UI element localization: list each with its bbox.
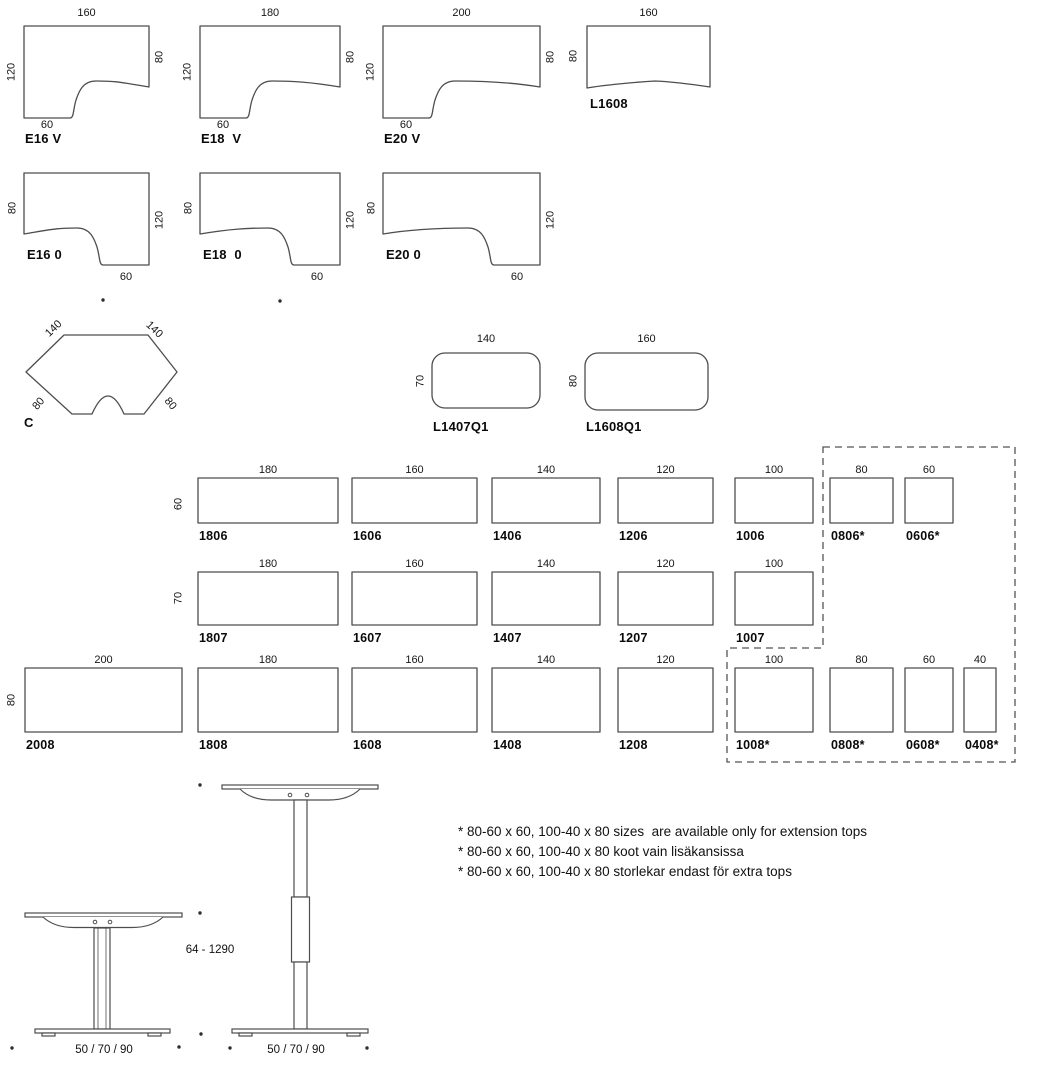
dim-label: 180 xyxy=(258,464,278,476)
row-depth-label: 70 xyxy=(172,591,185,605)
product-code-label: 1807 xyxy=(199,631,228,645)
dim-label: 140 xyxy=(476,333,496,345)
dim-label: 80 xyxy=(182,201,195,215)
dim-label: 80 xyxy=(855,654,868,666)
dim-label: 200 xyxy=(94,654,113,666)
note-line-en: * 80-60 x 60, 100-40 x 80 sizes are available only for extension tops xyxy=(458,824,867,839)
dim-label: 60 xyxy=(216,119,230,131)
dim-label: 80 xyxy=(30,395,48,413)
dim-label: 80 xyxy=(365,201,378,215)
dim-label: 70 xyxy=(414,374,427,388)
dim-label: 40 xyxy=(973,654,987,666)
product-code-label: 0806* xyxy=(831,529,865,543)
product-code-label: 1406 xyxy=(493,529,522,543)
dim-label: 120 xyxy=(5,62,18,82)
dim-label: 60 xyxy=(510,271,524,283)
dim-label: 120 xyxy=(364,62,377,82)
product-code-label: 1006 xyxy=(736,529,765,543)
dim-label: 140 xyxy=(43,318,65,340)
dim-label: 140 xyxy=(536,558,556,570)
product-code-label: L1407Q1 xyxy=(433,419,489,434)
product-code-label: 1008* xyxy=(736,738,770,752)
dim-label: 80 xyxy=(153,50,166,64)
product-code-label: 1607 xyxy=(353,631,382,645)
height-range-label: 64 - 1290 xyxy=(185,944,235,956)
product-code-label: 1208 xyxy=(619,738,648,752)
dim-label: 180 xyxy=(258,558,278,570)
note-line-fi: * 80-60 x 60, 100-40 x 80 koot vain lisäkansissa xyxy=(458,844,744,859)
product-code-label: E20 V xyxy=(384,131,421,146)
dim-label: 160 xyxy=(405,654,424,666)
dim-label: 160 xyxy=(405,558,424,570)
product-code-label: C xyxy=(24,415,34,430)
product-code-label: 1606 xyxy=(353,529,382,543)
dim-label: 180 xyxy=(260,7,280,19)
product-code-label: 1806 xyxy=(199,529,228,543)
base-size-label-low: 50 / 70 / 90 xyxy=(75,1044,133,1056)
product-code-label: 1408 xyxy=(493,738,522,752)
dim-label: 100 xyxy=(764,558,784,570)
dim-label: 120 xyxy=(656,654,675,666)
dim-label: 60 xyxy=(119,271,133,283)
product-code-label: E16 0 xyxy=(27,247,62,262)
product-code-label: E18 V xyxy=(201,131,242,146)
dim-label: 120 xyxy=(153,210,166,230)
product-code-label: 0608* xyxy=(906,738,940,752)
dim-label: 140 xyxy=(536,654,556,666)
product-code-label: 2008 xyxy=(26,738,55,752)
dim-label: 160 xyxy=(639,7,658,19)
product-code-label: E16 V xyxy=(25,131,62,146)
dim-label: 60 xyxy=(40,119,54,131)
dim-label: 120 xyxy=(544,210,557,230)
product-code-label: L1608 xyxy=(590,96,628,111)
dim-label: 60 xyxy=(399,119,413,131)
dim-label: 180 xyxy=(258,654,278,666)
product-code-label: 0408* xyxy=(965,738,999,752)
product-code-label: L1608Q1 xyxy=(586,419,642,434)
product-code-label: 1206 xyxy=(619,529,648,543)
dim-label: 60 xyxy=(310,271,324,283)
dim-label: 80 xyxy=(567,374,580,388)
dim-label: 80 xyxy=(567,49,580,63)
product-code-label: 0808* xyxy=(831,738,865,752)
dim-label: 80 xyxy=(344,50,357,64)
dim-label: 140 xyxy=(143,319,165,341)
product-code-label: 1608 xyxy=(353,738,382,752)
row-depth-label: 60 xyxy=(172,497,185,511)
dim-label: 80 xyxy=(6,201,19,215)
dim-label: 160 xyxy=(77,7,96,19)
dim-label: 200 xyxy=(452,7,471,19)
dim-label: 120 xyxy=(181,62,194,82)
dim-label: 160 xyxy=(405,464,424,476)
dim-label: 80 xyxy=(161,395,179,413)
dim-label: 100 xyxy=(764,464,784,476)
product-code-label: 1207 xyxy=(619,631,648,645)
dim-label: 60 xyxy=(922,654,936,666)
dim-label: 120 xyxy=(344,210,357,230)
product-code-label: 1808 xyxy=(199,738,228,752)
product-code-label: 1407 xyxy=(493,631,522,645)
dim-label: 160 xyxy=(637,333,656,345)
product-code-label: 1007 xyxy=(736,631,765,645)
base-size-label-high: 50 / 70 / 90 xyxy=(267,1044,325,1056)
product-code-label: E20 0 xyxy=(386,247,421,262)
dim-label: 60 xyxy=(922,464,936,476)
dim-label: 80 xyxy=(544,50,557,64)
product-code-label: E18 0 xyxy=(203,247,242,262)
row-depth-label: 80 xyxy=(5,693,18,707)
dim-label: 120 xyxy=(656,464,675,476)
dim-label: 100 xyxy=(764,654,784,666)
note-line-sv: * 80-60 x 60, 100-40 x 80 storlekar endast för extra tops xyxy=(458,864,792,879)
dim-label: 120 xyxy=(656,558,675,570)
dim-label: 140 xyxy=(536,464,556,476)
product-code-label: 0606* xyxy=(906,529,940,543)
dim-label: 80 xyxy=(855,464,868,476)
